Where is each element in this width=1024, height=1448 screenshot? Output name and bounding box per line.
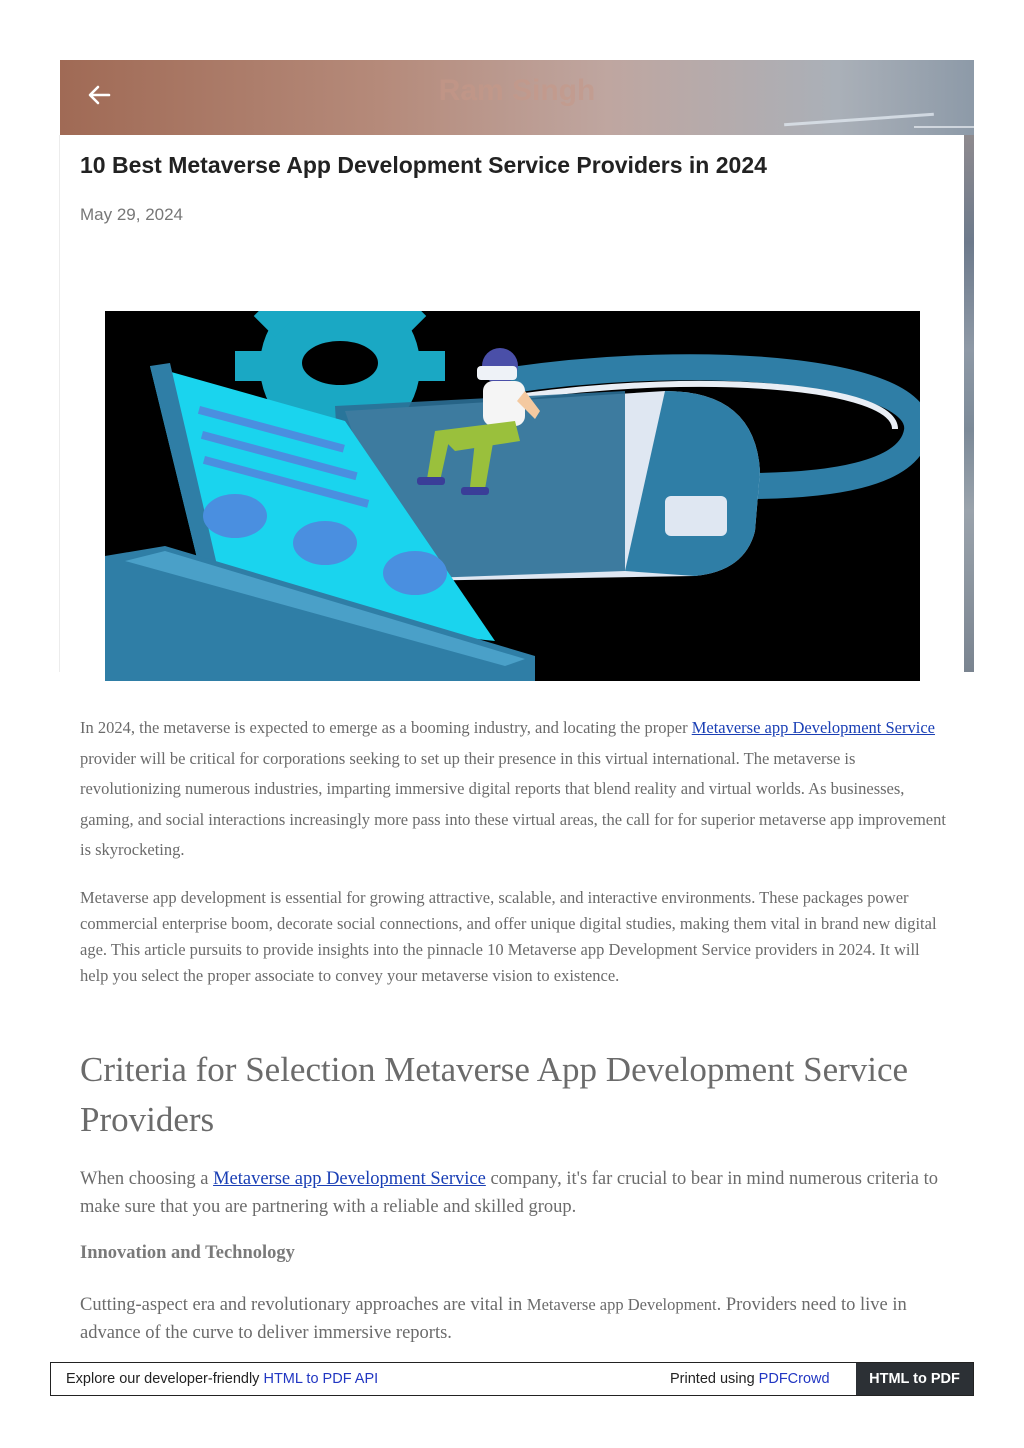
text: Explore our developer-friendly bbox=[66, 1371, 264, 1387]
section-heading: Criteria for Selection Metaverse App Development Service Providers bbox=[80, 1050, 909, 1139]
text: Printed using bbox=[670, 1371, 759, 1387]
pdf-footer-banner bbox=[50, 1362, 974, 1396]
html-to-pdf-button[interactable]: HTML to PDF bbox=[856, 1363, 973, 1395]
subsection-heading: Innovation and Technology bbox=[80, 1243, 295, 1263]
html-to-pdf-api-link[interactable]: HTML to PDF API bbox=[263, 1371, 379, 1387]
body-paragraph bbox=[80, 1165, 960, 1221]
metaverse-service-link[interactable]: Metaverse app Development Service bbox=[213, 1169, 486, 1189]
site-title[interactable]: Ram Singh bbox=[438, 74, 596, 107]
header-bar bbox=[60, 60, 974, 135]
text: company, it's far crucial to bear in mind numerous criteria to make sure that you are partnering with a reliable and skilled group. bbox=[80, 1169, 938, 1217]
post-date: May 29, 2024 bbox=[80, 205, 184, 224]
hero-image bbox=[105, 311, 920, 681]
text: Metaverse app Development bbox=[526, 1295, 717, 1314]
intro-paragraph bbox=[80, 713, 950, 866]
header-decoration bbox=[914, 126, 974, 128]
body-paragraph: Metaverse app development is essential for growing attractive, scalable, and interactive environments. These packages power commercial enterprise boom, decorate social connections, and offer unique digital studies, making them vital in brand new digital age. This article pursuits to provide insights into the pinnacle 10 Metaverse app Development Service providers in 2024. It will help you select the proper associate to convey your metaverse vision to existence. bbox=[80, 888, 937, 985]
text: . Providers need to live in advance of the curve to deliver immersive reports. bbox=[80, 1295, 907, 1343]
vr-illustration bbox=[105, 311, 920, 681]
text: provider will be critical for corporations seeking to set up their presence in this virtual international. The metaverse is revolutionizing numerous industries, imparting immersive digital reports that blend reality and virtual worlds. As businesses, gaming, and social interactions increasingly more pass into these virtual areas, the call for for superior metaverse app improvement is skyrocketing. bbox=[80, 748, 946, 859]
post-title: 10 Best Metaverse App Development Service Providers in 2024 bbox=[80, 152, 767, 178]
header-decoration bbox=[784, 113, 934, 126]
footer-left bbox=[66, 1371, 378, 1387]
divider bbox=[59, 135, 60, 672]
body-paragraph bbox=[80, 1291, 960, 1347]
text: When choosing a bbox=[80, 1169, 214, 1189]
footer-mid bbox=[670, 1371, 830, 1387]
side-background-strip bbox=[964, 135, 974, 672]
text: In 2024, the metaverse is expected to emerge as a booming industry, and locating the proper bbox=[80, 718, 692, 737]
pdfcrowd-link[interactable]: PDFCrowd bbox=[758, 1371, 830, 1387]
metaverse-service-link[interactable]: Metaverse app Development Service bbox=[691, 718, 935, 737]
text: Cutting-aspect era and revolutionary approaches are vital in bbox=[80, 1295, 527, 1315]
